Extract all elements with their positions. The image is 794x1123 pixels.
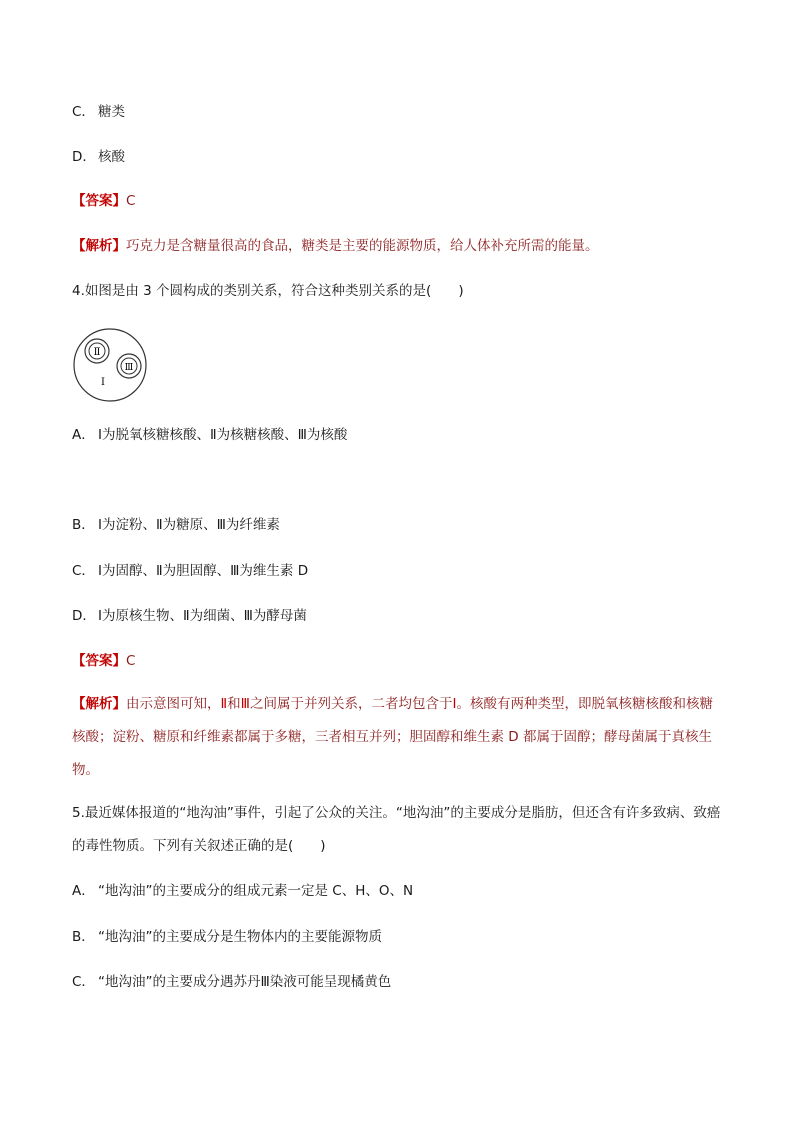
explanation-text: 巧克力是含糖量很高的食品，糖类是主要的能源物质，给人体补充所需的能量。 <box>126 238 599 254</box>
answer-tag: 【答案】 <box>72 193 126 209</box>
option-text: Ⅰ为脱氧核糖核酸、Ⅱ为核糖核酸、Ⅲ为核酸 <box>98 427 348 443</box>
option-text: 核酸 <box>98 149 125 165</box>
option-letter: C． <box>72 563 95 579</box>
explanation-tag: 【解析】 <box>72 696 126 712</box>
explanation-part: 。核酸有两种类型，即脱氧核糖核酸和核糖核酸；淀粉、糖原和纤维素都属于多糖，三者相互并列；胆固醇和维生素 D 都属于固醇；酵母菌属于真核生物。 <box>72 696 713 778</box>
option-4b <box>72 515 280 535</box>
explanation-tag: 【解析】 <box>72 238 126 254</box>
option-5c <box>72 972 391 992</box>
option-text: Ⅰ为固醇、Ⅱ为胆固醇、Ⅲ为维生素 D <box>98 563 309 579</box>
option-text: “地沟油”的主要成分遇苏丹Ⅲ染液可能呈现橘黄色 <box>98 974 392 990</box>
explanation-part: 由示意图可知， <box>126 696 221 712</box>
option-letter: B． <box>72 929 95 945</box>
option-letter: B． <box>72 517 95 533</box>
explanation-3 <box>72 236 599 256</box>
option-c-prev <box>72 102 125 122</box>
option-text: Ⅰ为淀粉、Ⅱ为糖原、Ⅲ为纤维素 <box>98 517 280 533</box>
option-letter: A． <box>72 427 95 443</box>
question-5-stem: 5.最近媒体报道的“地沟油”事件，引起了公众的关注。“地沟油”的主要成分是脂肪，但还含有许多致病、致癌的毒性物质。下列有关叙述正确的是( ) <box>72 805 721 854</box>
label-i: Ⅰ <box>101 377 105 388</box>
option-letter: D． <box>72 149 96 165</box>
option-text: “地沟油”的主要成分的组成元素一定是 C、H、O、N <box>98 883 414 899</box>
option-text: “地沟油”的主要成分是生物体内的主要能源物质 <box>98 929 382 945</box>
option-4d <box>72 606 307 626</box>
option-4a <box>72 425 347 445</box>
explanation-part: 和 <box>227 696 241 712</box>
answer-value: C <box>126 193 136 209</box>
option-5b <box>72 927 382 947</box>
option-4c <box>72 561 308 581</box>
option-5a <box>72 881 413 901</box>
venn-diagram <box>72 326 152 406</box>
option-d-prev <box>72 147 125 167</box>
option-text: Ⅰ为原核生物、Ⅱ为细菌、Ⅲ为酵母菌 <box>98 608 307 624</box>
question-4-stem: 4.如图是由 3 个圆构成的类别关系，符合这种类别关系的是( ) <box>72 283 464 299</box>
explanation-4 <box>72 688 724 787</box>
label-ii: Ⅱ <box>93 347 101 358</box>
option-text: 糖类 <box>98 104 125 120</box>
option-letter: D． <box>72 608 96 624</box>
option-letter: A． <box>72 883 95 899</box>
outer-circle <box>74 329 146 401</box>
label-iii: Ⅲ <box>124 363 134 373</box>
answer-tag: 【答案】 <box>72 653 126 669</box>
roman-numeral: Ⅱ <box>220 696 228 712</box>
explanation-part: 之间属于并列关系，二者均包含于 <box>249 696 453 712</box>
option-letter: C． <box>72 974 95 990</box>
roman-numeral: Ⅲ <box>240 696 250 712</box>
answer-value: C <box>126 653 136 669</box>
roman-numeral: Ⅰ <box>452 696 457 712</box>
answer-4 <box>72 651 135 671</box>
option-letter: C． <box>72 104 95 120</box>
answer-3 <box>72 191 135 211</box>
